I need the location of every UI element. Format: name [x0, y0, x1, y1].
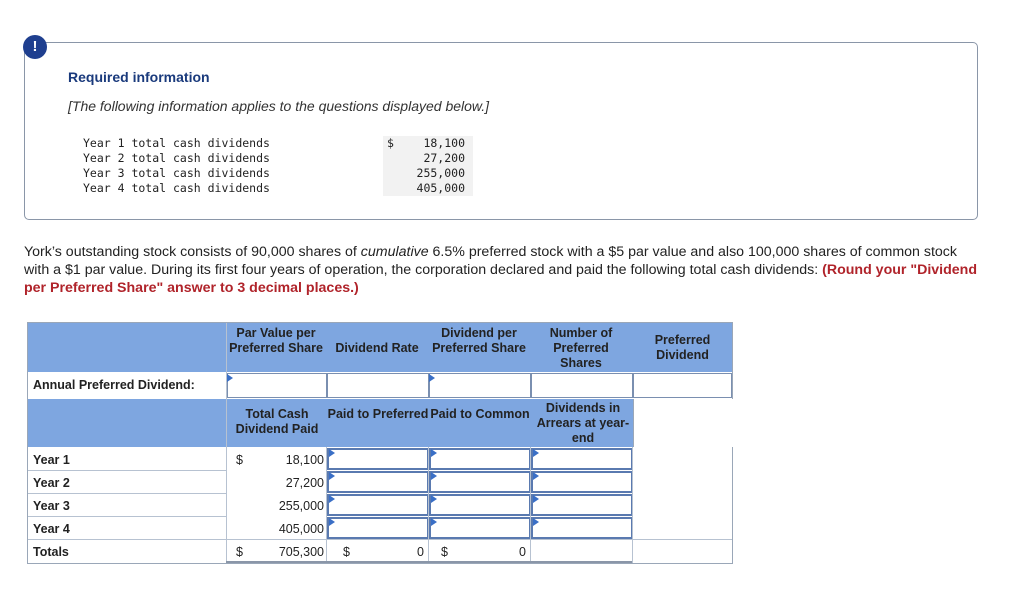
table-row: [83, 166, 473, 181]
input-flag-icon: [533, 518, 539, 526]
totals-underline: [226, 561, 632, 563]
paid-common-input[interactable]: [429, 448, 531, 470]
input-flag-icon: [329, 495, 335, 503]
number-shares-input[interactable]: [531, 373, 633, 398]
dividend-label: Year 3 total cash dividends: [83, 166, 270, 180]
problem-text: 6.5% preferred stock with a $5 par value and also 100,000 shares of common stock with a $1 par value. During its first four years of operation, the corporation declared and paid the following total cash dividends:: [24, 244, 957, 278]
table-row: [83, 181, 473, 196]
dividend-amount: 18,100: [395, 136, 473, 151]
arrears-input[interactable]: [531, 517, 633, 539]
paid-common-input[interactable]: [429, 471, 531, 493]
header-arrears: Dividends in Arrears at year-end: [536, 401, 630, 445]
annual-preferred-label: Annual Preferred Dividend:: [33, 378, 195, 392]
dividend-rate-input[interactable]: [327, 373, 429, 398]
required-info-box: [24, 42, 978, 220]
input-flag-icon: [533, 495, 539, 503]
dividend-amount: 27,200: [395, 151, 473, 166]
header-dividend-per-share: Dividend per Preferred Share: [432, 326, 526, 355]
dividend-label: Year 2 total cash dividends: [83, 151, 270, 165]
info-title: Required information: [68, 69, 210, 85]
year-label: Year 2: [33, 476, 70, 490]
dividend-label: Year 4 total cash dividends: [83, 181, 270, 195]
grid-divider: [428, 447, 429, 563]
total-cash-sum: 705,300: [278, 545, 324, 559]
paid-preferred-sum: 0: [417, 545, 424, 559]
paid-preferred-input[interactable]: [327, 448, 429, 470]
input-flag-icon: [329, 472, 335, 480]
arrears-input[interactable]: [531, 471, 633, 493]
par-value-input[interactable]: [227, 373, 327, 398]
input-flag-icon: [329, 518, 335, 526]
grid-divider: [28, 516, 226, 517]
grid-divider: [226, 323, 227, 563]
preferred-dividend-input[interactable]: [633, 373, 732, 398]
input-flag-icon: [227, 374, 233, 382]
header-preferred-dividend: Preferred Dividend: [654, 333, 711, 362]
header-paid-preferred: Paid to Preferred: [327, 407, 429, 421]
input-flag-icon: [533, 472, 539, 480]
paid-preferred-input[interactable]: [327, 494, 429, 516]
grid-divider: [28, 493, 226, 494]
paid-common-input[interactable]: [429, 517, 531, 539]
grid-divider: [632, 447, 633, 563]
problem-text: York’s outstanding stock consists of 90,000 shares of: [24, 244, 361, 260]
currency-symbol: [383, 181, 395, 196]
currency-symbol: $: [236, 453, 243, 467]
year-label: Year 1: [33, 453, 70, 467]
problem-statement: [24, 243, 984, 297]
total-cash-value: 18,100: [285, 453, 324, 467]
arrears-input[interactable]: [531, 494, 633, 516]
header-dividend-rate: Dividend Rate: [335, 341, 419, 355]
input-flag-icon: [329, 449, 335, 457]
rounding-instruction: (Round your "Dividend per Preferred Share" answer to 3 decimal places.): [24, 262, 978, 296]
input-flag-icon: [429, 374, 435, 382]
currency-symbol: $: [441, 545, 448, 559]
header-total-cash: Total Cash Dividend Paid: [235, 407, 319, 436]
total-cash-value: 405,000: [278, 522, 324, 536]
header-paid-common: Paid to Common: [430, 407, 530, 421]
grid-divider: [530, 447, 531, 563]
input-flag-icon: [431, 518, 437, 526]
problem-emphasis: cumulative: [360, 244, 429, 260]
dividend-amount: 255,000: [395, 166, 473, 181]
input-flag-icon: [533, 449, 539, 457]
input-flag-icon: [431, 449, 437, 457]
paid-common-sum: 0: [519, 545, 526, 559]
table-row: [83, 136, 473, 151]
grid-divider: [28, 539, 732, 540]
grid-divider: [28, 470, 226, 471]
arrears-input[interactable]: [531, 448, 633, 470]
dividends-table: [83, 136, 473, 196]
header-number-shares: Number of Preferred Shares: [549, 326, 613, 370]
paid-preferred-input[interactable]: [327, 471, 429, 493]
year-label: Year 3: [33, 499, 70, 513]
total-cash-value: 27,200: [285, 476, 324, 490]
empty-header-cell: [633, 399, 733, 447]
currency-symbol: $: [343, 545, 350, 559]
info-subtitle: [The following information applies to the questions displayed below.]: [68, 98, 490, 114]
input-flag-icon: [431, 472, 437, 480]
totals-label: Totals: [33, 545, 69, 559]
currency-symbol: [383, 151, 395, 166]
paid-preferred-input[interactable]: [327, 517, 429, 539]
paid-common-input[interactable]: [429, 494, 531, 516]
header-par-value: Par Value per Preferred Share: [229, 326, 323, 355]
input-flag-icon: [431, 495, 437, 503]
alert-icon: !: [23, 35, 47, 59]
dividend-per-share-input[interactable]: [429, 373, 531, 398]
table-row: [83, 151, 473, 166]
currency-symbol: [383, 166, 395, 181]
dividend-label: Year 1 total cash dividends: [83, 136, 270, 150]
total-cash-value: 255,000: [278, 499, 324, 513]
currency-symbol: $: [236, 545, 243, 559]
grid-divider: [326, 447, 327, 563]
dividend-amount: 405,000: [395, 181, 473, 196]
year-label: Year 4: [33, 522, 70, 536]
worksheet-table: [27, 322, 733, 564]
currency-symbol: $: [383, 136, 395, 151]
